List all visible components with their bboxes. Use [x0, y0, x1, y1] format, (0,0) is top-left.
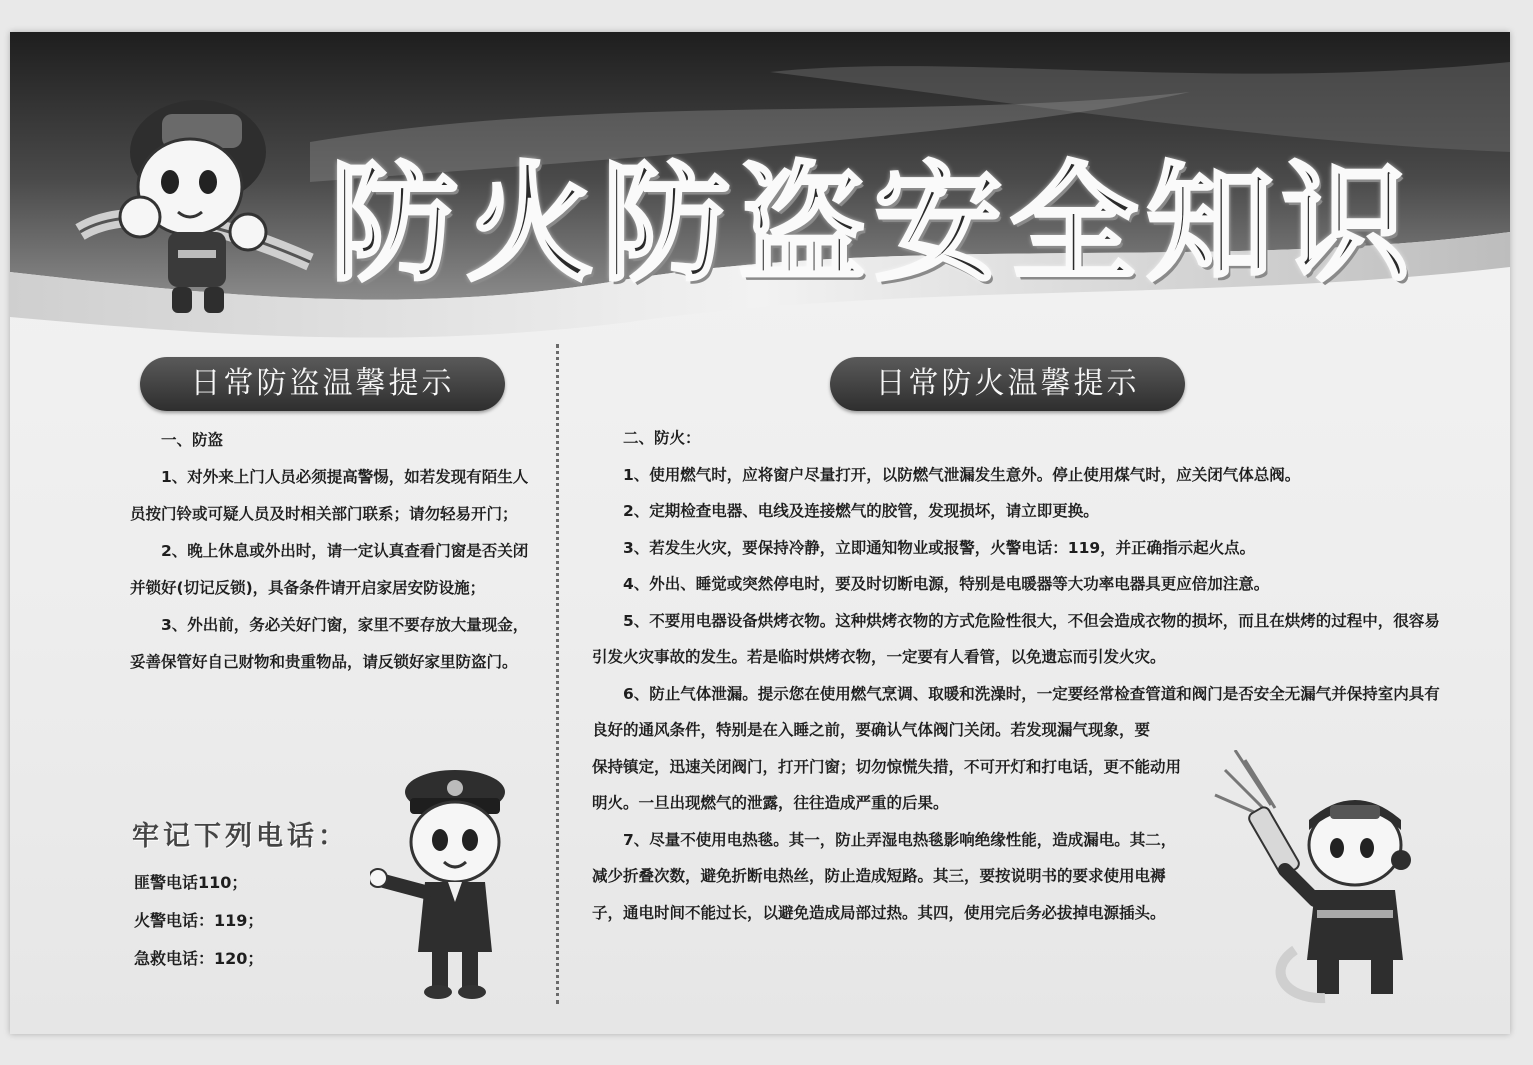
fire-tip-continued: 保持镇定，迅速关闭阀门，打开门窗；切勿惊慌失措，不可开灯和打电话，更不能动用明火。一旦出现燃气的泄露，往往造成严重的后果。	[592, 757, 1182, 812]
fire-tip: 4、外出、睡觉或突然停电时，要及时切断电源，特别是电暖器等大功率电器具更应倍加注意。	[623, 575, 1270, 593]
title-char: 火	[465, 150, 594, 299]
column-divider	[556, 344, 559, 1004]
theft-tips-heading: 日常防盗温馨提示	[140, 357, 505, 411]
phone-item: 匪警电话110；	[134, 873, 248, 892]
title-char: 防	[330, 150, 459, 299]
fire-tips-heading: 日常防火温馨提示	[830, 357, 1185, 411]
fire-tip: 2、定期检查电器、电线及连接燃气的胶管，发现损坏，请立即更换。	[623, 502, 1099, 520]
fire-section-title: 二、防火：	[623, 429, 701, 447]
phone-item: 急救电话：120；	[134, 949, 264, 968]
theft-tips-text	[130, 422, 530, 681]
theft-tip: 1、对外来上门人员必须提高警惕，如若发现有陌生人员按门铃或可疑人员及时相关部门联系；请勿轻易开门；	[130, 468, 529, 523]
poster-sheet	[10, 32, 1510, 1034]
title-char: 防	[601, 150, 730, 299]
phones-title: 牢记下列电话：	[132, 821, 349, 852]
theft-tip: 2、晚上休息或外出时，请一定认真查看门窗是否关闭并锁好(切记反锁)，具备条件请开启家居安防设施；	[130, 542, 529, 597]
phone-list	[134, 864, 263, 978]
theft-section-title: 一、防盗	[161, 431, 224, 449]
firefighter-mascot-icon	[70, 82, 330, 322]
fire-tip: 5、不要用电器设备烘烤衣物。这种烘烤衣物的方式危险性很大，不但会造成衣物的损坏，而且在烘烤的过程中，很容易引发火灾事故的发生。若是临时烘烤衣物，一定要有人看管，以免遗忘而引发火灾。	[592, 611, 1440, 666]
title-char: 识	[1281, 150, 1410, 299]
fire-tip: 1、使用燃气时，应将窗户尽量打开，以防燃气泄漏发生意外。停止使用煤气时，应关闭气体总阀。	[623, 465, 1301, 484]
fire-tip: 3、若发生火灾，要保持冷静，立即通知物业或报警，火警电话：119，并正确指示起火点。	[623, 538, 1256, 557]
poster-title	[330, 150, 1410, 300]
title-char: 知	[1145, 150, 1274, 299]
firefighter-extinguisher-icon	[1205, 750, 1445, 1010]
fire-tip: 7、尽量不使用电热毯。其一，防止弄湿电热毯影响绝缘性能，造成漏电。其二，减少折叠次数，避免折断电热丝，防止造成短路。其三，要按说明书的要求使用电褥子，通电时间不能过长，以避免造成局部过热。其四，使用完后务必拔掉电源插头。	[592, 830, 1177, 922]
police-mascot-icon	[370, 762, 540, 1002]
theft-tip: 3、外出前，务必关好门窗，家里不要存放大量现金，妥善保管好自己财物和贵重物品，请反锁好家里防盗门。	[130, 616, 529, 671]
fire-tip: 6、防止气体泄漏。提示您在使用燃气烹调、取暖和洗澡时，一定要经常检查管道和阀门是否安全无漏气并保持室内具有良好的通风条件，特别是在入睡之前，要确认气体阀门关闭。若发现漏气现象，要	[592, 684, 1440, 739]
title-char: 全	[1009, 150, 1138, 299]
title-char: 盗	[737, 150, 866, 299]
phone-item: 火警电话：119；	[134, 911, 264, 930]
title-char: 安	[873, 150, 1002, 299]
